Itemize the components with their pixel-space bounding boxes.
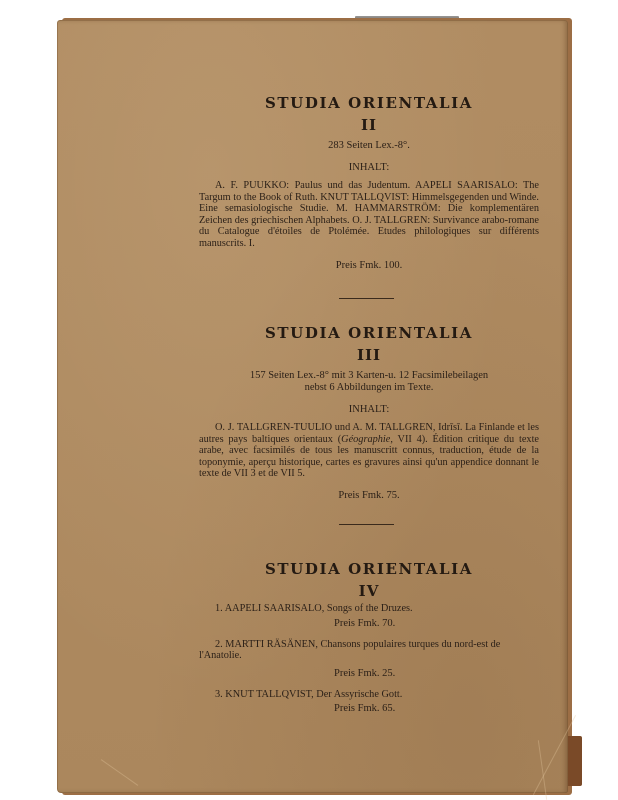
section-studia-orientalia-ii (199, 94, 539, 272)
contents-label: INHALT: (348, 404, 390, 415)
list-item-price: Preis Fmk. 25. (334, 667, 396, 679)
section-title: STUDIA ORIENTALIA (264, 324, 474, 342)
contents-label: INHALT: (348, 162, 390, 173)
volume-numeral: II (360, 116, 378, 134)
contents-italic-term: Géographie (341, 433, 391, 445)
list-item: 3. KNUT TALLQVIST, Der Assyrische Gott. (215, 688, 403, 700)
list-item: 1. AAPELI SAARISALO, Songs of the Druzes. (215, 603, 413, 614)
list-item-price: Preis Fmk. 70. (334, 617, 396, 629)
contents-text-part: , VII 4). Édition critique du texte arabe, avec facsimilés de tous les manuscritt connus, traduction, étude de la toponymie, aperçu historique, cartes es gravures ainsi qu'un appendice donnant le texte de VII 3 et de VII 5. (199, 433, 540, 480)
price: Preis Fmk. 75. (338, 489, 400, 501)
section-title: STUDIA ORIENTALIA (264, 560, 474, 578)
section-studia-orientalia-iv (199, 560, 539, 715)
volume-pages: 283 Seiten Lex.-8°. (328, 140, 410, 151)
price: Preis Fmk. 100. (335, 259, 403, 271)
contents-text-part: O. J. TALLGREN-TUULIO und A. M. TALLGREN, Idrīsī. La Finlande et les autres pays baltiques orientaux ( (199, 422, 539, 445)
contents-text (199, 422, 539, 480)
volume-numeral: III (356, 346, 382, 364)
list-item: 2. MARTTI RÄSÄNEN, Chansons populaires turques du nord-est de l'Anatolie. (199, 638, 501, 662)
list-item-price: Preis Fmk. 65. (334, 703, 396, 715)
paper-crease (101, 759, 138, 786)
section-divider (339, 524, 394, 525)
volume-pages: 157 Seiten Lex.-8° mit 3 Karten-u. 12 Facsimilebeilagen (249, 370, 489, 381)
contents-text: A. F. PUUKKO: Paulus und das Judentum. AAPELI SAARISALO: The Targum to the Book of Ruth. KNUT TALLQVIST: Himmelsgegenden und Winde. Eine semasiologische Studie. M. HAMMARSTRÖM: Die komplementären Zeichen des griechischen Alphabets. O. J. TALLGREN: Survivance arabo-romane du Catalogue d'étoiles de Ptolémée. Etudes philologiques sur différents manuscrits. I. (199, 180, 539, 249)
section-studia-orientalia-iii (199, 324, 539, 502)
volume-numeral: IV (358, 582, 380, 600)
section-divider (339, 298, 394, 299)
section-title: STUDIA ORIENTALIA (264, 94, 474, 112)
volume-illustrations: nebst 6 Abbildungen im Texte. (304, 382, 434, 393)
catalog-page (57, 20, 568, 793)
